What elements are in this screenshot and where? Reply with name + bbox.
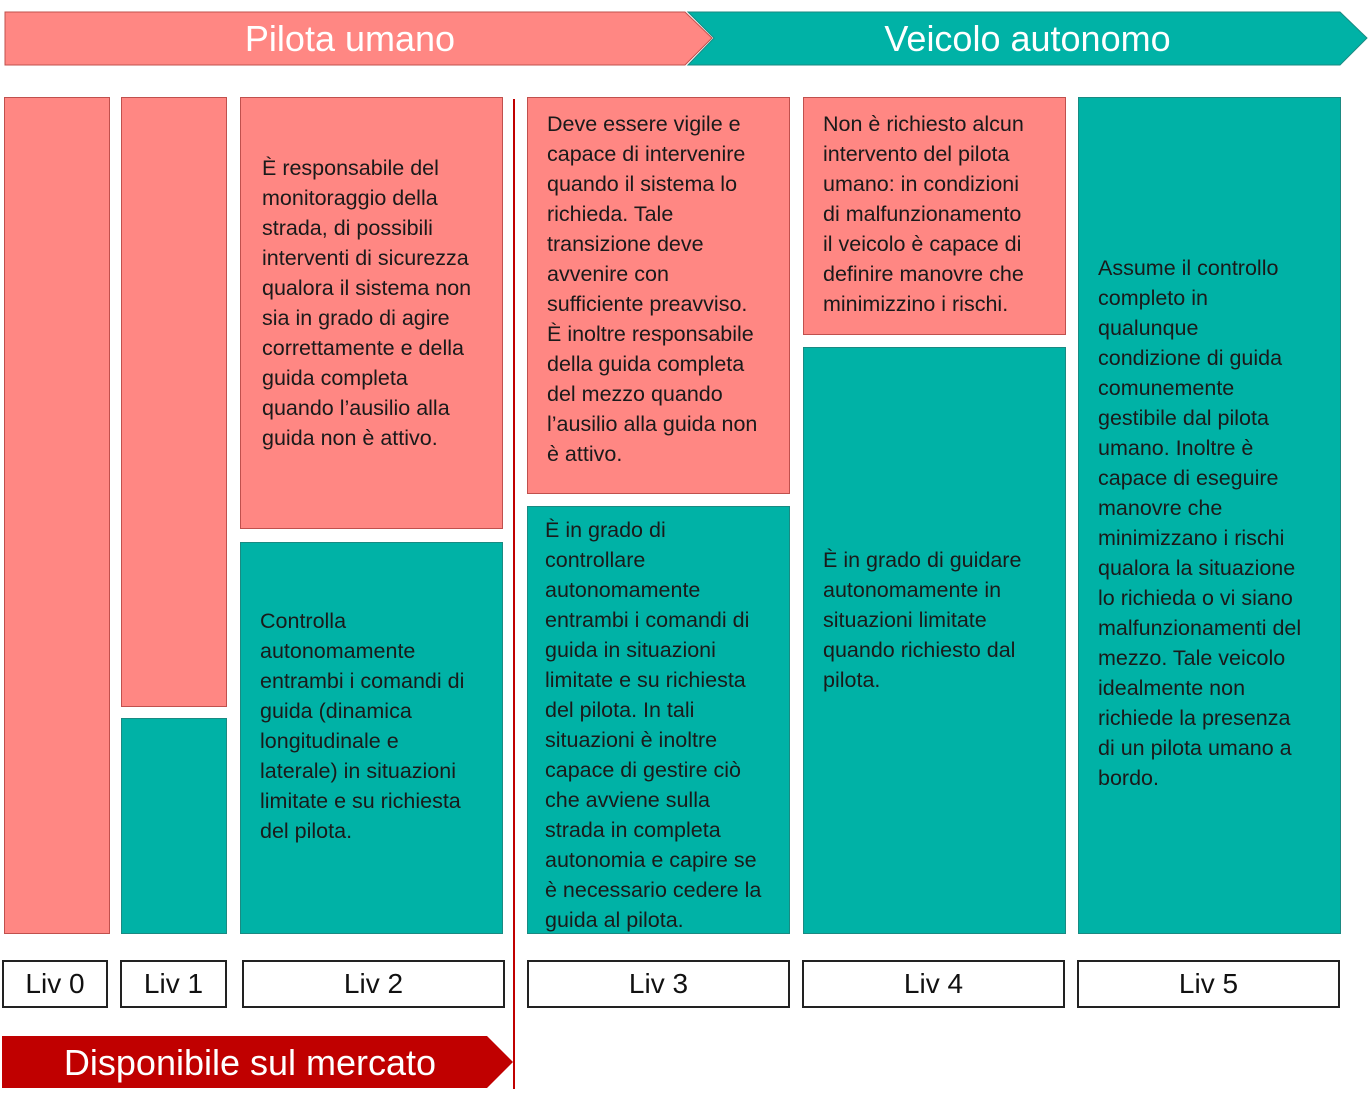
market-divider-line [513, 99, 515, 1089]
liv1-human-box [121, 97, 227, 707]
liv2-vehicle-box [240, 542, 503, 934]
liv0-label: Liv 0 [2, 960, 108, 1008]
liv3-human-box [527, 97, 790, 494]
liv5-label: Liv 5 [1077, 960, 1340, 1008]
liv2-human-box [240, 97, 503, 529]
market-availability-label: Disponibile sul mercato [63, 1042, 437, 1083]
liv4-human-box [803, 97, 1066, 335]
liv4-vehicle-box [803, 347, 1066, 934]
liv5-vehicle-box [1078, 97, 1341, 934]
liv1-vehicle-box [121, 718, 227, 934]
liv4-human-text: Non è richiesto alcun intervento del pilota umano: in condizioni di malfunzionamento il veicolo è capace di definire manovre che minimizzino i rischi. [823, 112, 1024, 316]
liv3-label: Liv 3 [527, 960, 790, 1008]
liv0-human-box [4, 97, 110, 934]
human-pilot-title: Pilota umano [244, 18, 456, 59]
liv5-vehicle-text: Assume il controllo completo in qualunque condizione di guida comunemente gestibile dal pilota umano. Inoltre è capace di eseguire manovre che minimizzano i rischi qualora la situazione lo richieda o vi siano malfunzionamenti del mezzo. Tale veicolo idealmente non richiede la presenza di un pilota umano a bordo. [1098, 256, 1302, 790]
liv2-human-text: È responsabile del monitoraggio della strada, di possibili interventi di sicurezza qualora il sistema non sia in grado di agire correttamente e della guida completa quando l’ausilio alla guida non è attivo. [262, 156, 472, 450]
liv1-label: Liv 1 [120, 960, 227, 1008]
liv2-vehicle-text: Controlla autonomamente entrambi i comandi di guida (dinamica longitudinale e laterale) in situazioni limitate e su richiesta del pilota. [260, 609, 465, 843]
autonomous-vehicle-title: Veicolo autonomo [884, 18, 1171, 59]
liv3-human-text: Deve essere vigile e capace di intervenire quando il sistema lo richieda. Tale transizione deve avvenire con sufficiente preavviso. È inoltre responsabile della guida completa del mezzo quando l’ausilio alla guida non è attivo. [547, 112, 758, 466]
liv2-label: Liv 2 [242, 960, 505, 1008]
liv4-label: Liv 4 [802, 960, 1065, 1008]
liv4-vehicle-text: È in grado di guidare autonomamente in situazioni limitate quando richiesto dal pilota. [823, 548, 1022, 692]
liv3-vehicle-box [527, 506, 790, 934]
liv3-vehicle-text: È in grado di controllare autonomamente entrambi i comandi di guida in situazioni limitate e su richiesta del pilota. In tali situazioni è inoltre capace di gestire ciò che avviene sulla strada in completa autonomia e capire se è necessario cedere la guida al pilota. [545, 518, 762, 932]
